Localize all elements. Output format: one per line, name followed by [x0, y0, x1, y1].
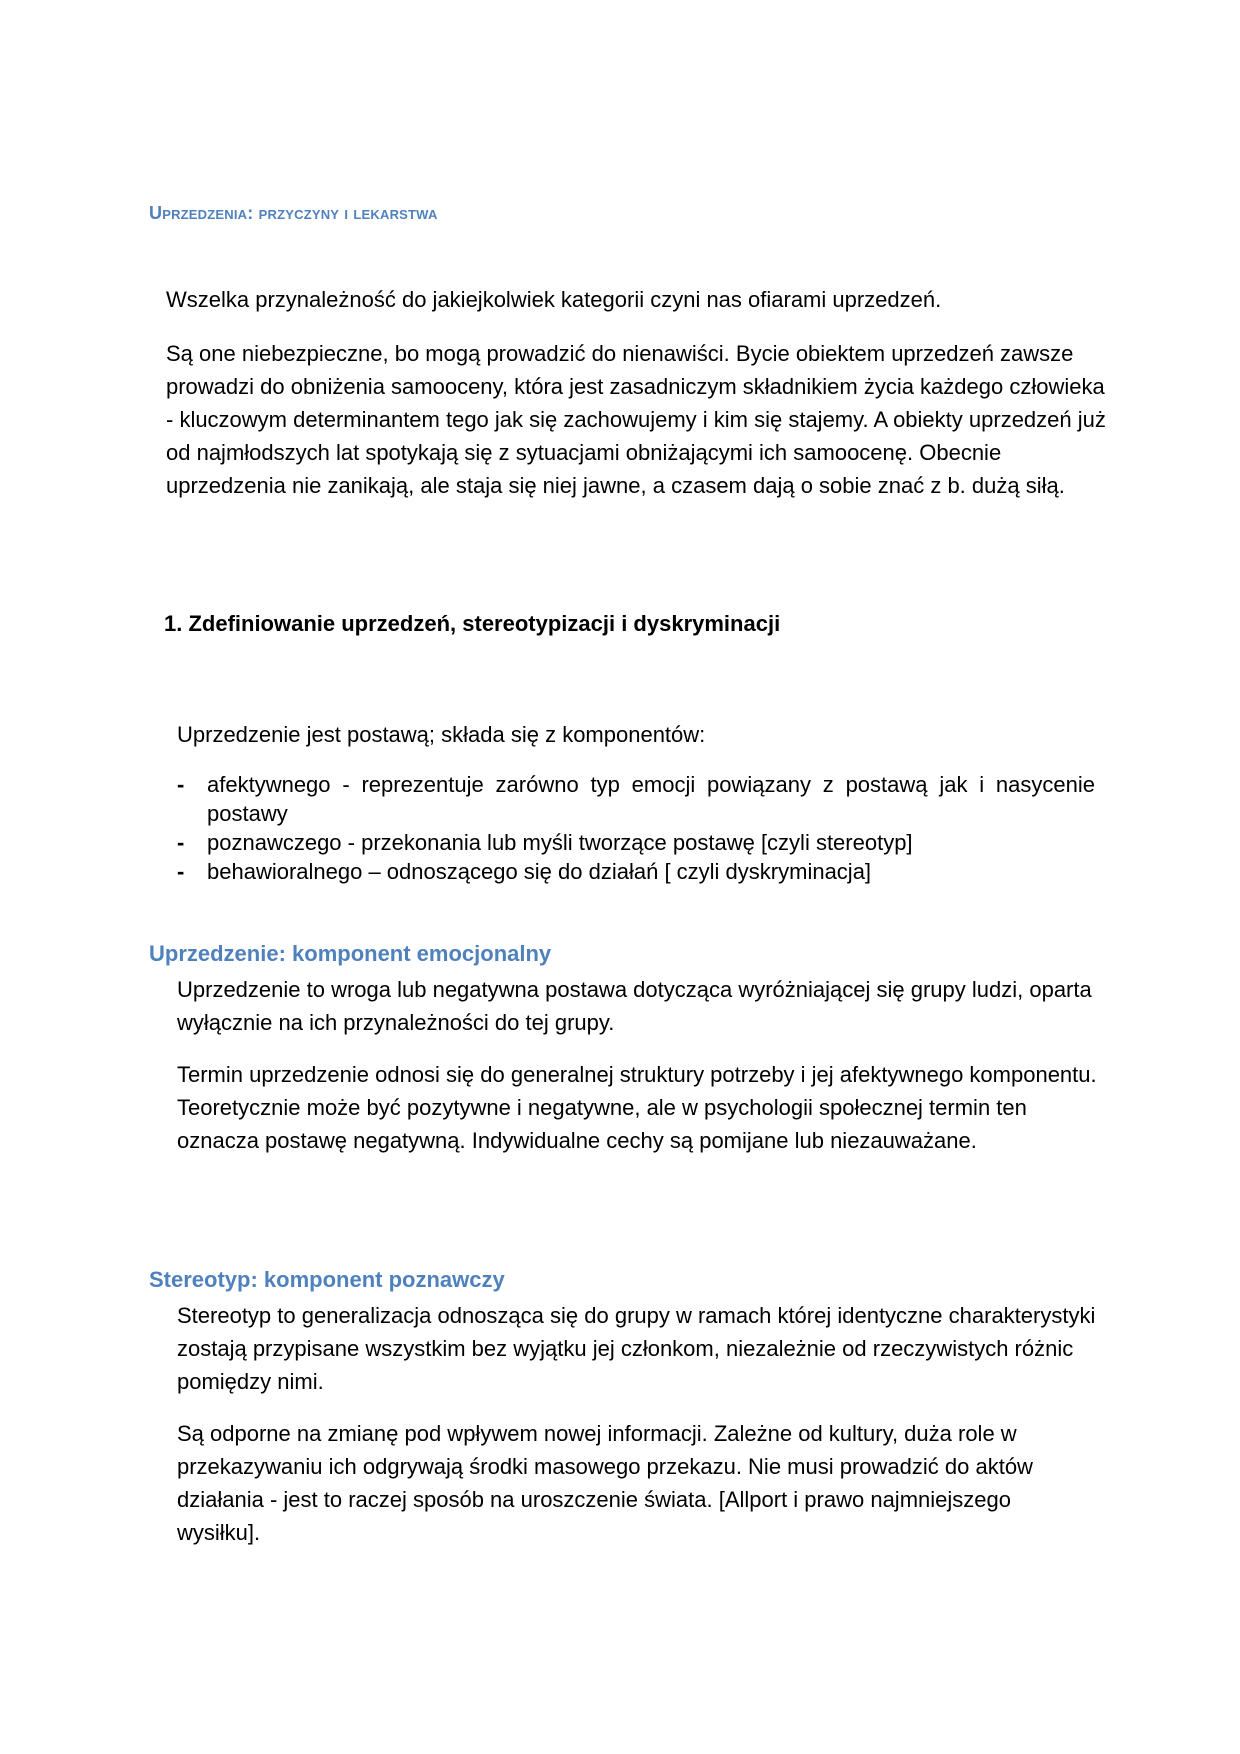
document-title: Uprzedzenia: przyczyny i lekarstwa	[149, 203, 438, 223]
section-heading-definitions: 1. Zdefiniowanie uprzedzeń, stereotypizacji i dyskryminacji	[164, 611, 781, 636]
intro-paragraph-2: Są one niebezpieczne, bo mogą prowadzić do nienawiści. Bycie obiektem uprzedzeń zawsze prowadzi do obniżenia samooceny, która jest zasadniczym składnikiem życia każdego człowieka - kluczowym determinantem tego jak się zachowujemy i kim się stajemy. A obiekty uprzedzeń już od najmłodszych lat spotykają się z sytuacjami obniżającymi ich samoocenę. Obecnie uprzedzenia nie zanikają, ale staja się niej jawne, a czasem dają o sobie znać z b. dużą siłą.	[166, 341, 1106, 498]
intro-paragraph-1: Wszelka przynależność do jakiejkolwiek kategorii czyni nas ofiarami uprzedzeń.	[166, 287, 942, 312]
bullet-dash: -	[177, 772, 185, 797]
emotional-paragraph-2: Termin uprzedzenie odnosi się do generalnej struktury potrzeby i jej afektywnego komponentu. Teoretycznie może być pozytywne i negatywne, ale w psychologii społecznej termin ten oznacza postawę negatywną. Indywidualne cechy są pomijane lub niezauważane.	[177, 1062, 1097, 1153]
list-item-text: afektywnego - reprezentuje zarówno typ emocji powiązany z postawą jak i nasycenie postawy	[207, 772, 1095, 826]
bullet-dash: -	[177, 830, 185, 855]
list-item-text: behawioralnego – odnoszącego się do działań [ czyli dyskryminacja]	[207, 859, 872, 884]
components-list	[177, 770, 1095, 886]
emotional-paragraph-1: Uprzedzenie to wroga lub negatywna postawa dotycząca wyróżniającej się grupy ludzi, oparta wyłącznie na ich przynależności do tej grupy.	[177, 977, 1092, 1035]
cognitive-paragraph-1: Stereotyp to generalizacja odnosząca się do grupy w ramach której identyczne charakterystyki zostają przypisane wszystkim bez wyjątku jej członkom, niezależnie od rzeczywistych różnic pomiędzy nimi.	[177, 1303, 1096, 1394]
subheading-cognitive-component: Stereotyp: komponent poznawczy	[149, 1267, 505, 1292]
bullet-dash: -	[177, 859, 185, 884]
list-item-text: poznawczego - przekonania lub myśli tworzące postawę [czyli stereotyp]	[207, 830, 913, 855]
definition-paragraph: Uprzedzenie jest postawą; składa się z komponentów:	[177, 722, 706, 747]
list-item	[177, 828, 1095, 857]
subheading-emotional-component: Uprzedzenie: komponent emocjonalny	[149, 941, 552, 966]
cognitive-paragraph-2: Są odporne na zmianę pod wpływem nowej informacji. Zależne od kultury, duża role w przekazywaniu ich odgrywają środki masowego przekazu. Nie musi prowadzić do aktów działania - jest to raczej sposób na uroszczenie świata. [Allport i prawo najmniejszego wysiłku].	[177, 1421, 1033, 1545]
list-item	[177, 770, 1095, 828]
list-item	[177, 857, 1095, 886]
